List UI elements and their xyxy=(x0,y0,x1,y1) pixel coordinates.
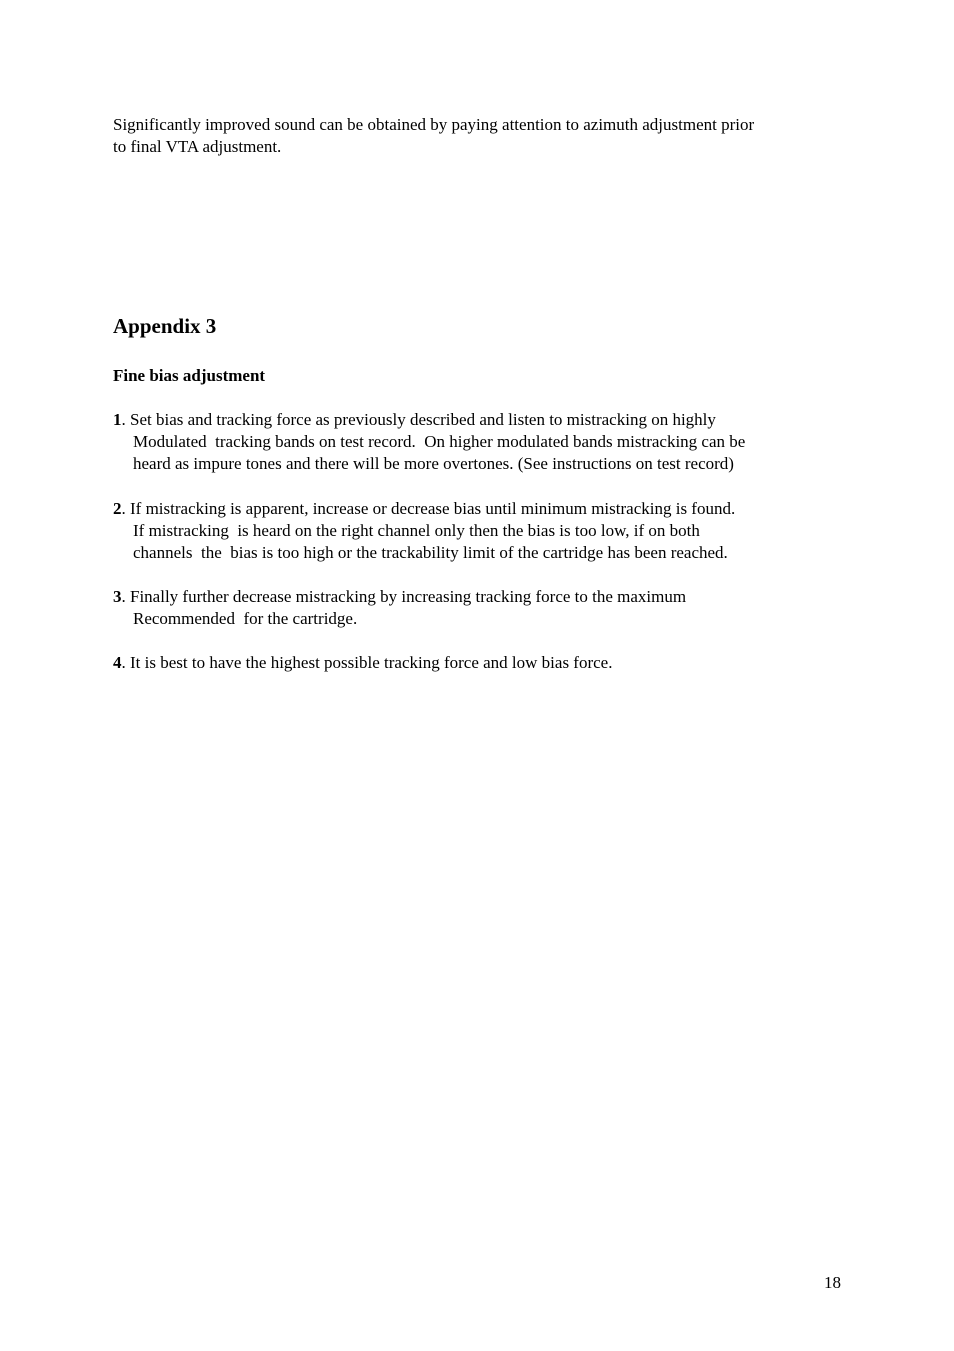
step-line: channels the bias is too high or the trackability limit of the cartridge has been reached. xyxy=(133,543,728,562)
appendix-heading: Appendix 3 xyxy=(113,314,217,338)
step-item-4 xyxy=(113,652,853,674)
page-number: 18 xyxy=(824,1273,841,1292)
step-line: Recommended for the cartridge. xyxy=(133,609,358,628)
step-number: 3 xyxy=(113,587,122,606)
intro-line: Significantly improved sound can be obtained by paying attention to azimuth adjustment prior xyxy=(113,115,755,134)
intro-paragraph xyxy=(113,114,848,158)
step-first-line xyxy=(113,498,853,520)
step-number: 2 xyxy=(113,499,122,518)
step-text: . Finally further decrease mistracking by increasing tracking force to the maximum xyxy=(121,587,687,606)
section-subheading: Fine bias adjustment xyxy=(113,366,266,385)
step-line: Modulated tracking bands on test record. On higher modulated bands mistracking can be xyxy=(133,432,746,451)
intro-line: to final VTA adjustment. xyxy=(113,137,282,156)
step-line: If mistracking is heard on the right channel only then the bias is too low, if on both xyxy=(133,521,700,540)
step-text: . Set bias and tracking force as previously described and listen to mistracking on highly xyxy=(121,410,716,429)
step-item-2 xyxy=(113,498,853,564)
step-item-3 xyxy=(113,586,853,630)
step-text: . If mistracking is apparent, increase or decrease bias until minimum mistracking is found. xyxy=(121,499,736,518)
step-first-line xyxy=(113,652,853,674)
step-text: . It is best to have the highest possible tracking force and low bias force. xyxy=(121,653,613,672)
step-line: heard as impure tones and there will be more overtones. (See instructions on test record) xyxy=(133,454,734,473)
step-number: 4 xyxy=(113,653,122,672)
step-item-1 xyxy=(113,409,853,475)
step-number: 1 xyxy=(113,410,122,429)
step-first-line xyxy=(113,409,853,431)
step-first-line xyxy=(113,586,853,608)
